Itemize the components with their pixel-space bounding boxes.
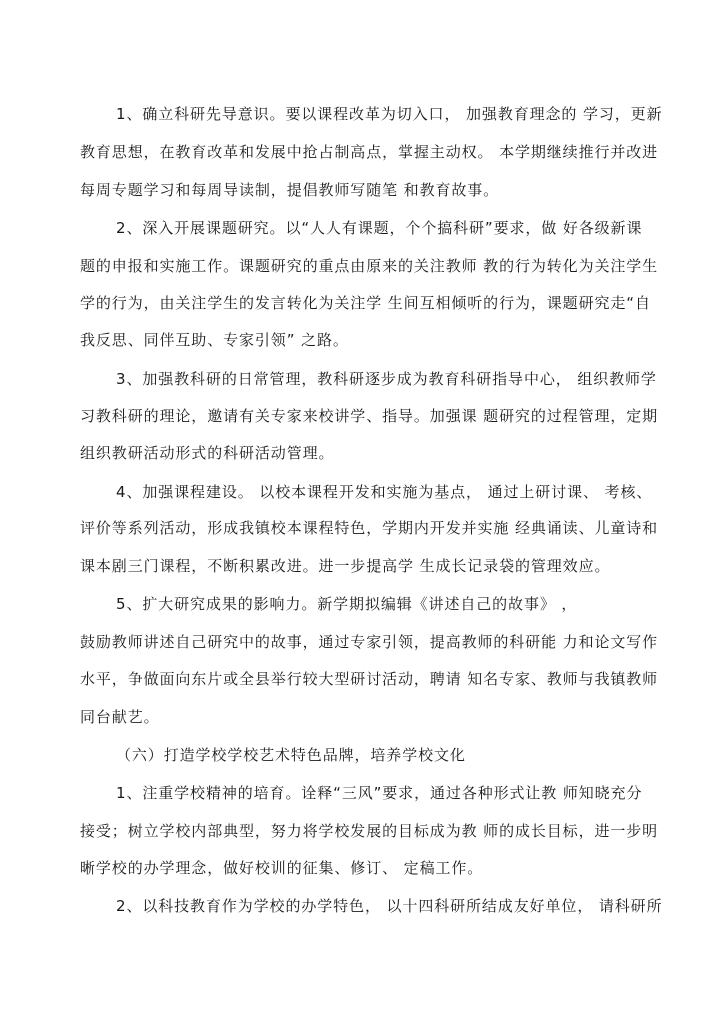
paragraph-2-line-3: 学的行为，由关注学生的发言转化为关注学 生间互相倾听的行为，课题研究走“自 bbox=[80, 294, 651, 312]
paragraph-4-line-2: 评价等系列活动，形成我镇校本课程特色，学期内开发并实施 经典诵读、儿童诗和 bbox=[80, 519, 659, 537]
paragraph-2-line-1: 2、深入开展课题研究。以“人人有课题，个个搞科研”要求，做 好各级新课 bbox=[116, 219, 643, 237]
paragraph-6-line-1: 1、注重学校精神的培育。诠释“三风”要求，通过各种形式让教 师知晓充分 bbox=[116, 784, 643, 802]
paragraph-1-line-3: 每周专题学习和每周导读制，提倡教师写随笔 和教育故事。 bbox=[80, 181, 500, 199]
paragraph-5-line-2: 鼓励教师讲述自己研究中的故事，通过专家引领，提高教师的科研能 力和论文写作 bbox=[80, 633, 659, 651]
paragraph-5-line-1: 5、扩大研究成果的影响力。新学期拟编辑《讲述自己的故事》 ， bbox=[116, 595, 578, 613]
paragraph-2-line-2: 题的申报和实施工作。课题研究的重点由原来的关注教师 教的行为转化为关注学生 bbox=[80, 257, 659, 275]
paragraph-1-line-2: 教育思想，在教育改革和发展中抢占制高点，掌握主动权。 本学期继续推行并改进 bbox=[80, 143, 659, 161]
paragraph-3-line-1: 3、加强教科研的日常管理，教科研逐步成为教育科研指导中心， 组织教师学 bbox=[116, 370, 657, 388]
paragraph-1-line-1: 1、确立科研先导意识。要以课程改革为切入口， 加强教育理念的 学习，更新 bbox=[116, 105, 663, 123]
paragraph-3-line-3: 组织教研活动形式的科研活动管理。 bbox=[80, 444, 335, 462]
paragraph-2-line-4: 我反思、同伴互助、专家引领” 之路。 bbox=[80, 331, 349, 349]
paragraph-6-line-2: 接受；树立学校内部典型，努力将学校发展的目标成为教 师的成长目标，进一步明 bbox=[80, 822, 659, 840]
paragraph-5-line-4: 同台献艺。 bbox=[80, 708, 160, 726]
paragraph-3-line-2: 习教科研的理论，邀请有关专家来校讲学、指导。加强课 题研究的过程管理，定期 bbox=[80, 407, 659, 425]
paragraph-4-line-1: 4、加强课程建设。 以校本课程开发和实施为基点， 通过上研讨课、 考核、 bbox=[116, 483, 653, 501]
paragraph-5-line-3: 水平，争做面向东片或全县举行较大型研讨活动，聘请 知名专家、教师与我镇教师 bbox=[80, 670, 659, 688]
paragraph-7-line-1: 2、以科技教育作为学校的办学特色， 以十四科研所结成友好单位， 请科研所 bbox=[116, 897, 663, 915]
paragraph-4-line-3: 课本剧三门课程，不断积累改进。进一步提高学 生成长记录袋的管理效应。 bbox=[80, 557, 611, 575]
paragraph-6-line-3: 晰学校的办学理念，做好校训的征集、修订、 定稿工作。 bbox=[80, 859, 484, 877]
section-heading: （六）打造学校学校艺术特色品牌，培养学校文化 bbox=[116, 746, 466, 764]
